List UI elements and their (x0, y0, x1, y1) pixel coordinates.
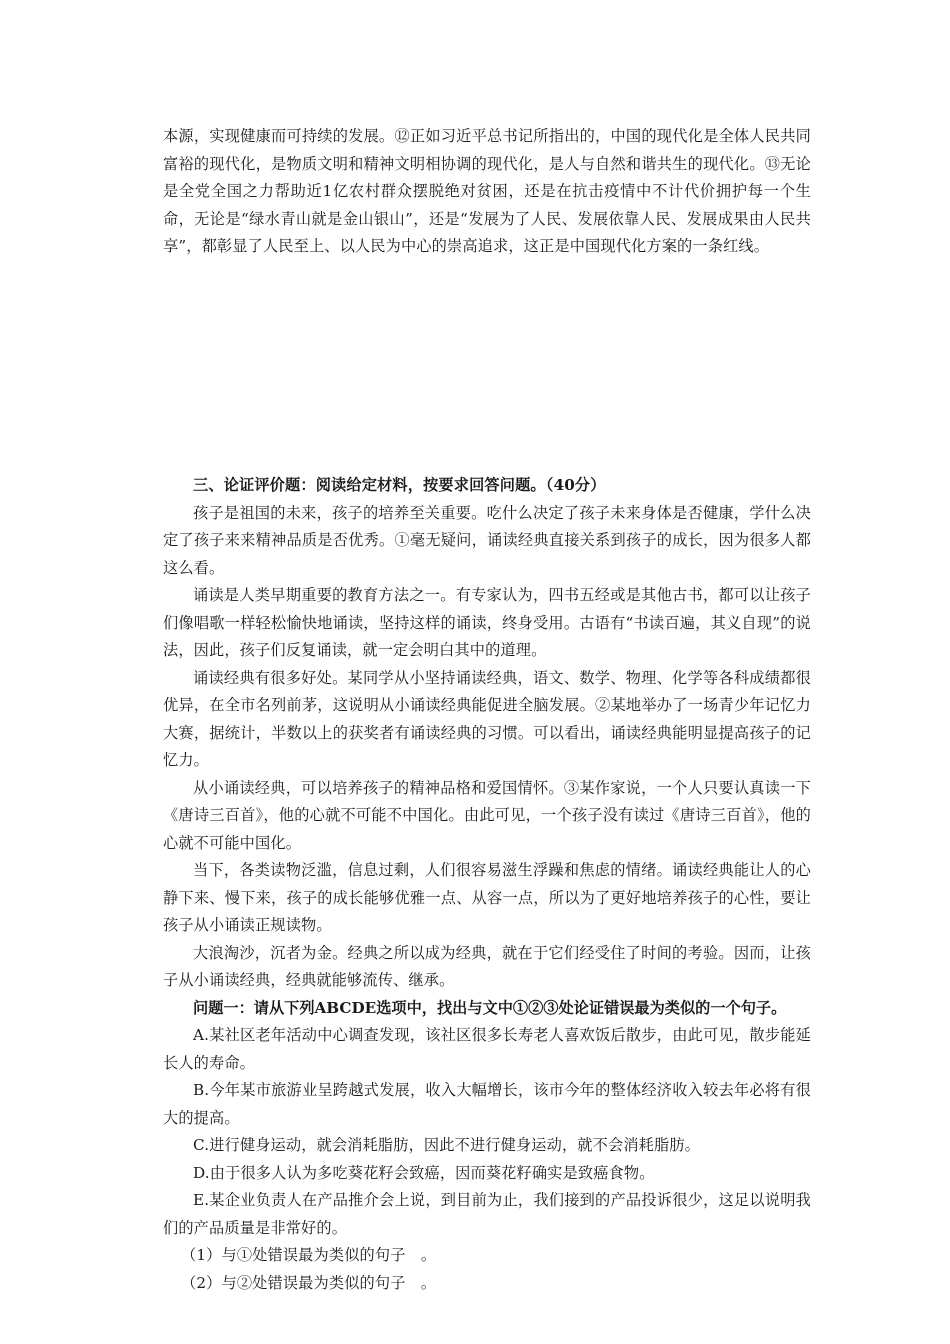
continued-paragraph: 本源，实现健康而可持续的发展。⑫正如习近平总书记所指出的，中国的现代化是全体人民共同富裕的现代化，是物质文明和精神文明相协调的现代化，是人与自然和谐共生的现代化。⑬无论是全党全国之力帮助近1亿农村群众摆脱绝对贫困，还是在抗击疫情中不计代价拥护每一个生命，无论是“绿水青山就是金山银山”，还是“发展为了人民、发展依靠人民、发展成果由人民共享”，都彰显了人民至上、以人民为中心的崇高追求，这正是中国现代化方案的一条红线。 (163, 127, 811, 255)
section-heading: 三、论证评价题：阅读给定材料，按要求回答问题。（40分） (193, 476, 606, 494)
body-paragraph-3: 诵读经典有很多好处。某同学从小坚持诵读经典，语文、数学、物理、化学等各科成绩都很优异，在全市名列前茅，这说明从小诵读经典能促进全脑发展。②某地举办了一场青少年记忆力大赛，据统计，半数以上的获奖者有诵读经典的习惯。可以看出，诵读经典能明显提高孩子的记忆力。 (163, 668, 811, 769)
answer-line-2: （2）与②处错误最为类似的句子 。 (181, 1273, 437, 1292)
option-c: C.进行健身运动，就会消耗脂肪，因此不进行健身运动，就不会消耗脂肪。 (193, 1136, 701, 1154)
top-text-block (163, 123, 811, 261)
option-d: D.由于很多人认为多吃葵花籽会致癌，因而葵花籽确实是致癌食物。 (193, 1163, 655, 1182)
body-paragraph-5: 当下，各类读物泛滥，信息过剩，人们很容易滋生浮躁和焦虑的情绪。诵读经典能让人的心静下来、慢下来，孩子的成长能够优雅一点、从容一点，所以为了更好地培养孩子的心性，要让孩子从小诵读正规读物。 (163, 861, 811, 934)
option-e: E.某企业负责人在产品推介会上说，到目前为止，我们接到的产品投诉很少，这足以说明我们的产品质量是非常好的。 (163, 1191, 811, 1237)
body-paragraph-2: 诵读是人类早期重要的教育方法之一。有专家认为，四书五经或是其他古书，都可以让孩子们像唱歌一样轻松愉快地诵读，坚持这样的诵读，终身受用。古语有“书读百遍，其义自现”的说法，因此，孩子们反复诵读，就一定会明白其中的道理。 (163, 586, 811, 659)
section-three (163, 472, 811, 1297)
option-b: B.今年某市旅游业呈跨越式发展，收入大幅增长，该市今年的整体经济收入较去年必将有很大的提高。 (163, 1081, 811, 1127)
question-one: 问题一：请从下列ABCDE选项中，找出与文中①②③处论证错误最为类似的一个句子。 (193, 998, 787, 1017)
option-a: A.某社区老年活动中心调查发现，该社区很多长寿老人喜欢饭后散步，由此可见，散步能延长人的寿命。 (163, 1026, 811, 1072)
body-paragraph-4: 从小诵读经典，可以培养孩子的精神品格和爱国情怀。③某作家说，一个人只要认真读一下《唐诗三百首》，他的心就不可能不中国化。由此可见，一个孩子没有读过《唐诗三百首》，他的心就不可能中国化。 (163, 778, 811, 852)
body-paragraph-6: 大浪淘沙，沉者为金。经典之所以成为经典，就在于它们经受住了时间的考验。因而，让孩子从小诵读经典，经典就能够流传、继承。 (163, 943, 811, 989)
body-paragraph-1: 孩子是祖国的未来，孩子的培养至关重要。吃什么决定了孩子未来身体是否健康，学什么决定了孩子来来精神品质是否优秀。①毫无疑问，诵读经典直接关系到孩子的成长，因为很多人都这么看。 (163, 503, 811, 577)
answer-line-1: （1）与①处错误最为类似的句子 。 (181, 1246, 437, 1264)
